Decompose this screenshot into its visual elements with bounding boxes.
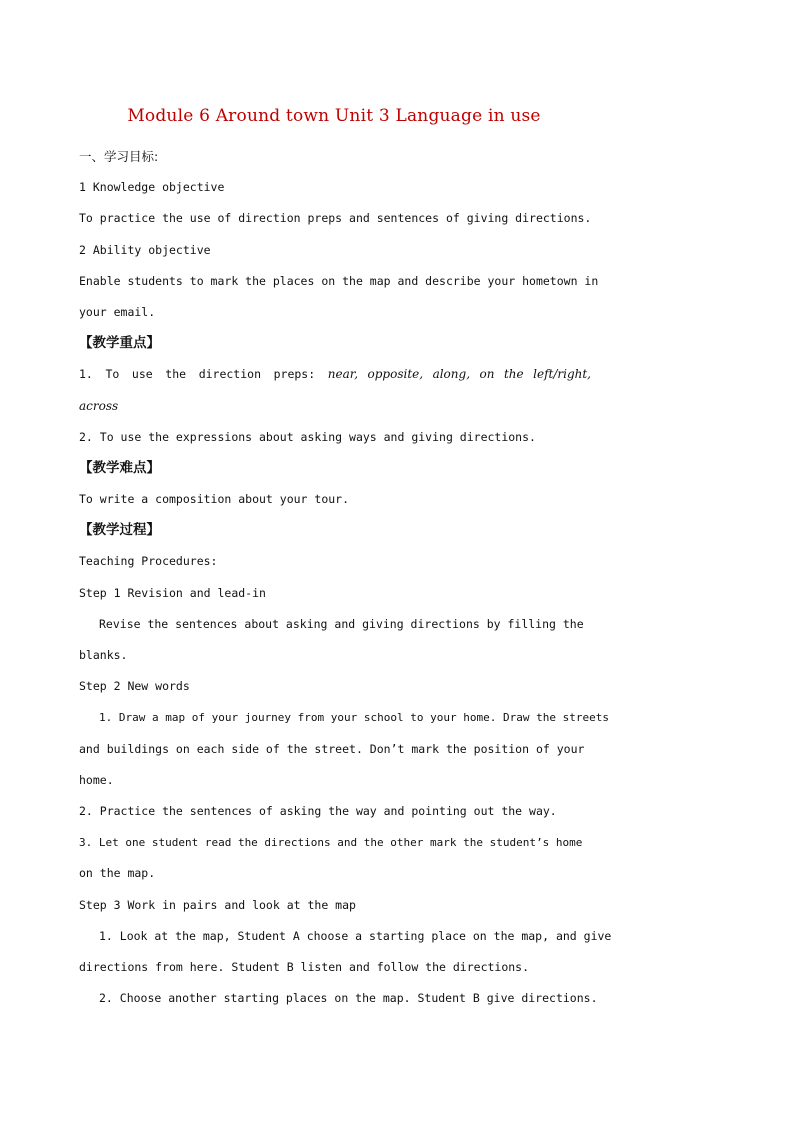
document-title: Module 6 Around town Unit 3 Language in use [127,106,541,126]
difficult-points-heading: 【教学难点】 [79,459,160,476]
step-3-item-2: 2. Choose another starting places on the map. Student B give directions. [99,991,598,1006]
step-2-heading: Step 2 New words [79,679,190,694]
knowledge-heading: 1 Knowledge objective [79,180,225,195]
step-2-item-3-line-1: 3. Let one student read the directions and the other mark the student’s home [79,836,583,850]
step-1-heading: Step 1 Revision and lead-in [79,585,266,600]
goals-heading: 一、学习目标: [79,149,159,164]
step-2-item-1-line-3: home. [79,772,114,787]
knowledge-text: To practice the use of direction preps and sentences of giving directions. [79,211,592,226]
key-point-2: 2. To use the expressions about asking ways and giving directions. [79,429,536,444]
key-point-1 [79,359,591,390]
step-2-item-3-line-2: on the map. [79,866,156,881]
step-2-item-1-line-1: 1. Draw a map of your journey from your school to your home. Draw the streets [99,711,609,725]
step-1-text-line-1: Revise the sentences about asking and giving directions by filling the [99,616,584,631]
step-1-text-line-2: blanks. [79,648,128,662]
key-point-1-prefix: 1. To use the direction preps: [79,367,316,382]
step-2-item-2: 2. Practice the sentences of asking the way and pointing out the way. [79,803,557,818]
step-3-item-1-line-1: 1. Look at the map, Student A choose a starting place on the map, and give [99,928,612,943]
process-heading: 【教学过程】 [79,522,160,539]
ability-text-line-2: your email. [79,304,156,319]
key-point-1-continued: across [79,398,119,413]
key-point-1-words: near, opposite, along, on the left/right, [327,367,591,382]
step-2-item-1-line-2: and buildings on each side of the street. Don’t mark the position of your [79,741,585,756]
difficult-text: To write a composition about your tour. [79,492,350,507]
step-3-heading: Step 3 Work in pairs and look at the map [79,897,356,912]
ability-text-line-1: Enable students to mark the places on the map and describe your hometown in [79,273,599,288]
document-body [79,141,612,1014]
step-3-item-1-line-2: directions from here. Student B listen and follow the directions. [79,959,530,974]
key-points-heading: 【教学重点】 [79,335,160,352]
ability-heading: 2 Ability objective [79,242,211,257]
procedures-label: Teaching Procedures: [79,554,218,569]
